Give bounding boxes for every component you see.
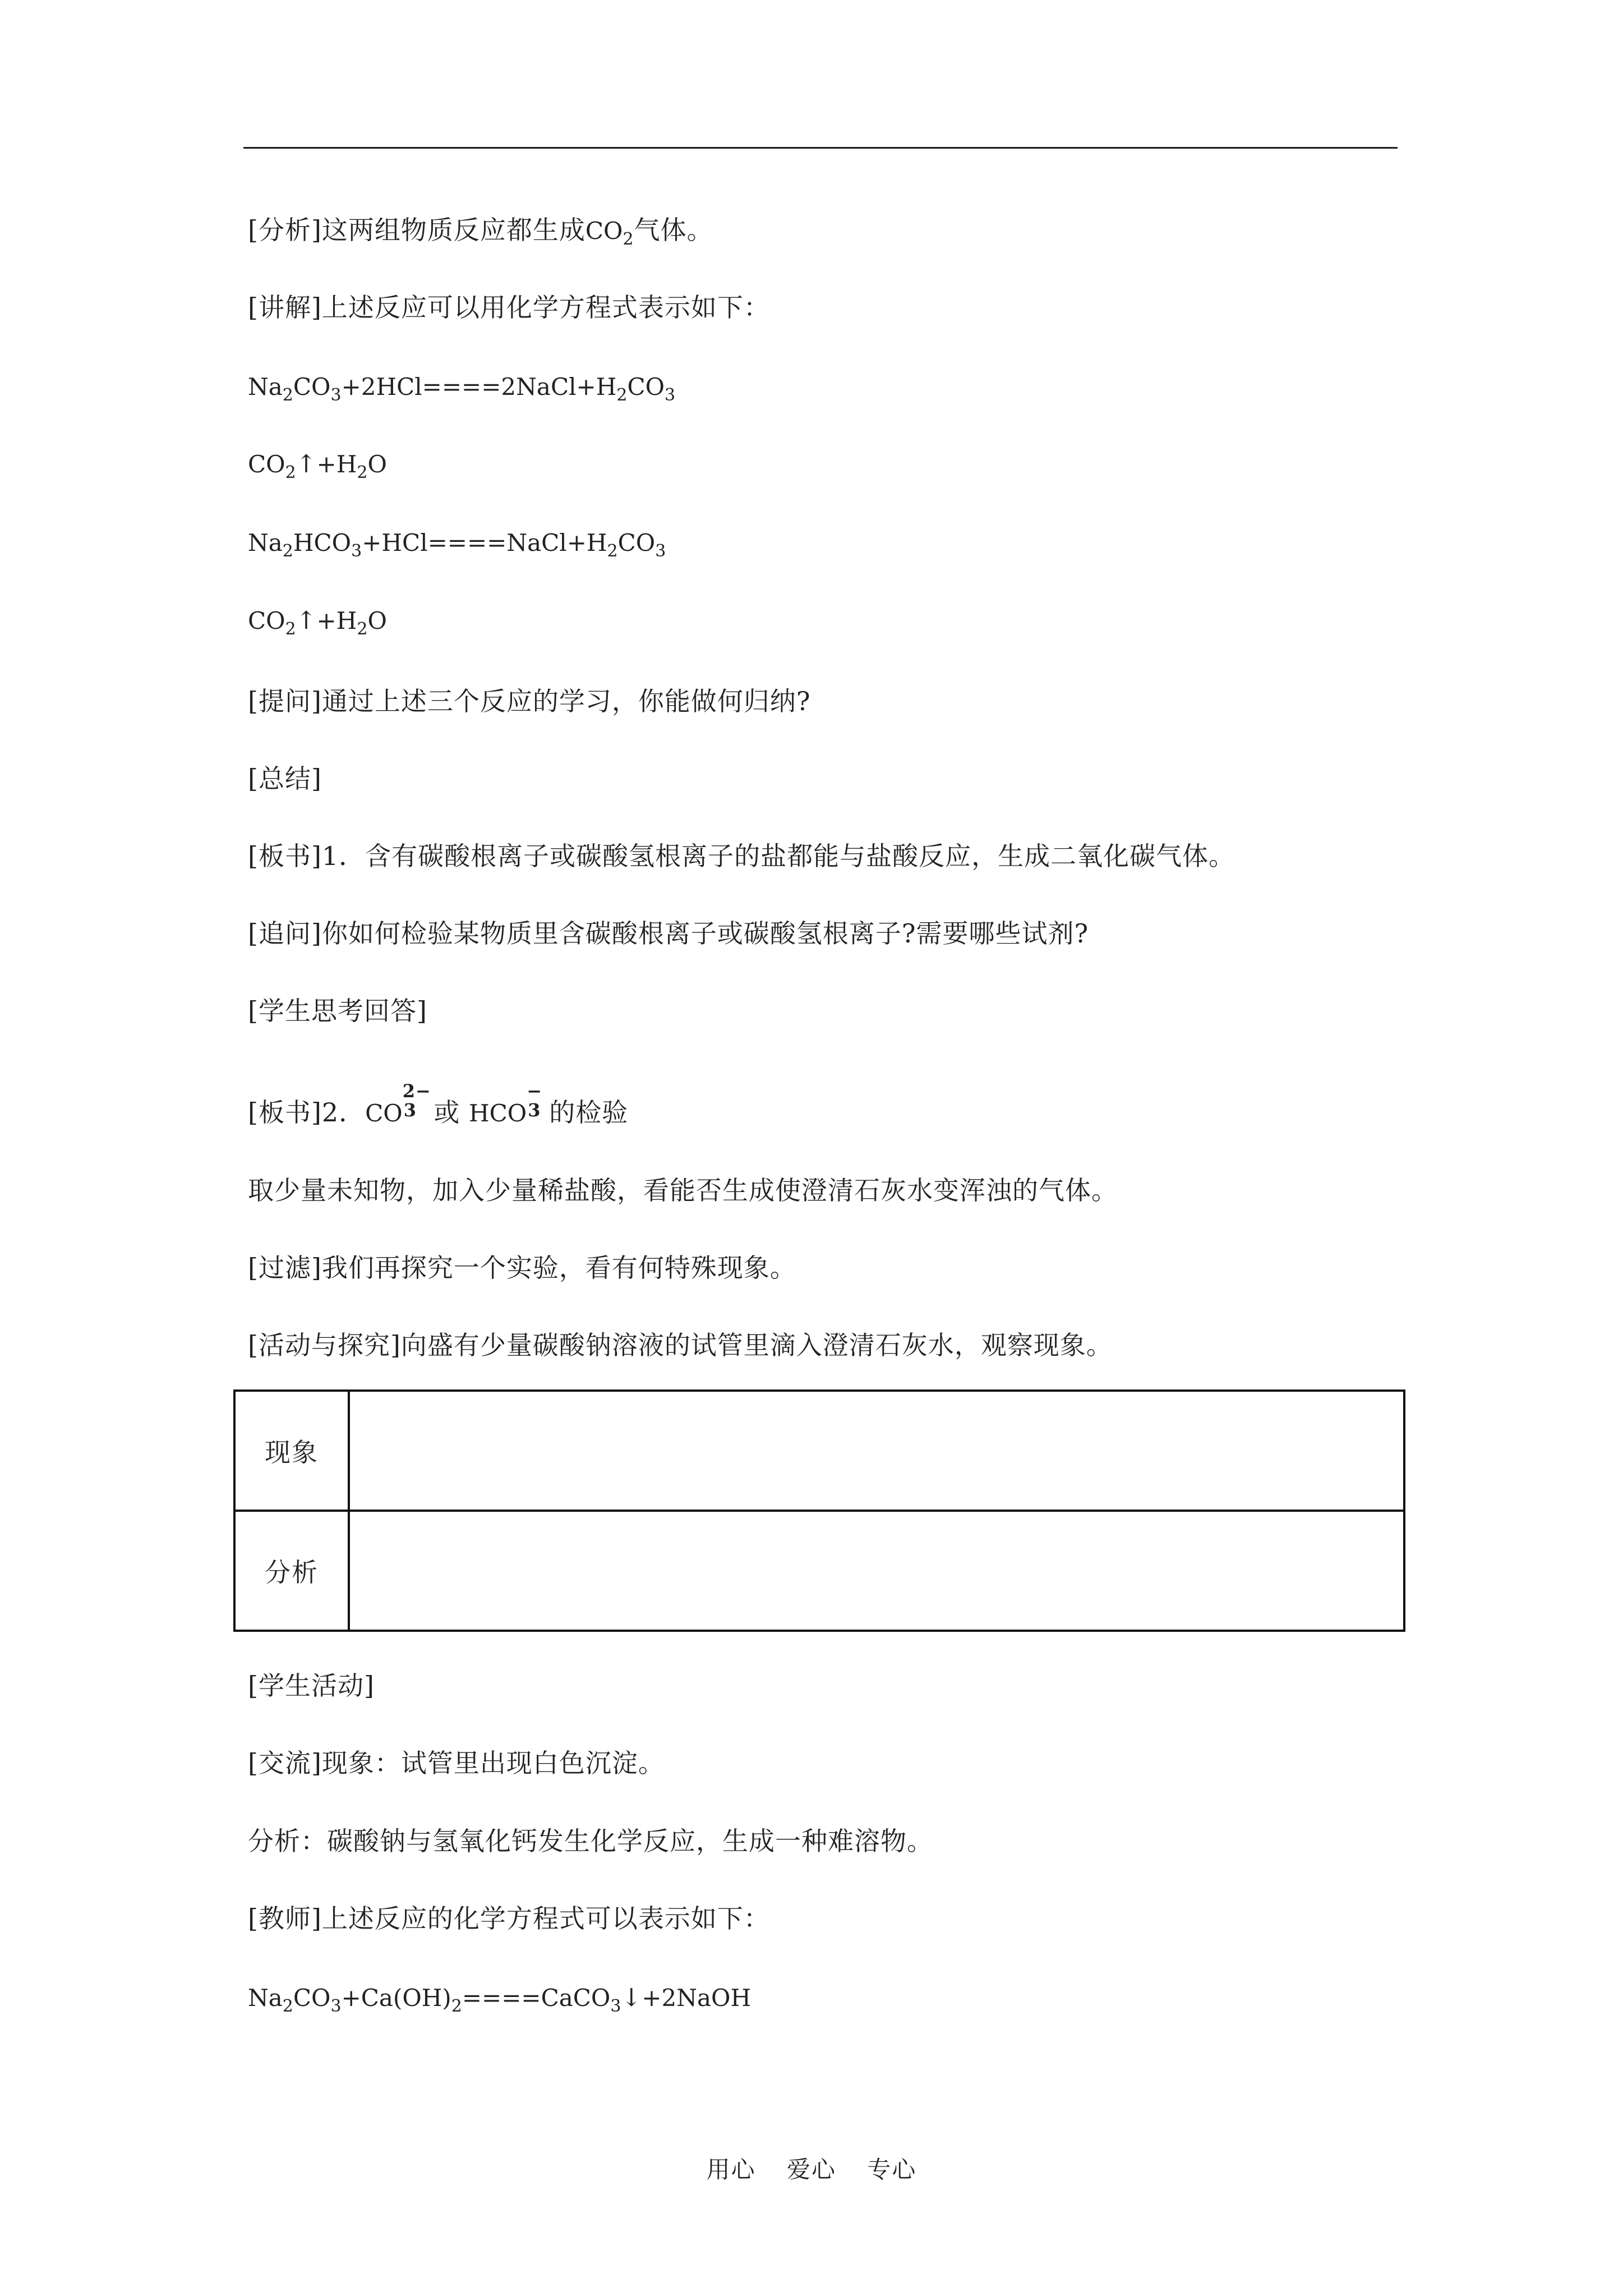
carbonate-ion: CO <box>365 1099 403 1127</box>
eq-part: +H <box>316 607 357 634</box>
subscript: 2 <box>607 541 618 561</box>
gas-arrow-icon: ↑ <box>296 450 317 478</box>
subscript: 2 <box>285 463 296 482</box>
table-label-phenomenon: 现象 <box>234 1391 349 1511</box>
subscript: 2 <box>282 385 293 405</box>
board-prefix: [板书]2． <box>248 1097 366 1128</box>
subscript: 2 <box>451 1996 462 2016</box>
summary-line: [总结] <box>248 763 322 794</box>
charge-subscript: 3 <box>403 1099 417 1121</box>
gas-arrow-icon: ↑ <box>296 606 317 635</box>
follow-up-question: [追问]你如何检验某物质里含碳酸根离子或碳酸氢根离子?需要哪些试剂? <box>248 918 1089 949</box>
eq-part: CO <box>248 607 285 634</box>
charge-superscript: − <box>527 1080 543 1102</box>
equation-1 <box>248 370 675 412</box>
transition-line: [过滤]我们再探究一个实验，看有何特殊现象。 <box>248 1253 796 1283</box>
equation-5 <box>248 1981 751 2023</box>
eq-part: O <box>367 607 387 634</box>
student-answer-line: [学生思考回答] <box>248 996 427 1026</box>
eq-part: CO <box>293 373 331 401</box>
subscript: 2 <box>282 1996 293 2016</box>
precipitate-arrow-icon: ↓ <box>621 1984 642 2012</box>
eq-part: Na <box>248 529 283 556</box>
subscript: 3 <box>330 385 342 405</box>
subscript: 3 <box>665 385 676 405</box>
charge-superscript: 2− <box>402 1080 431 1102</box>
or-word: 或 <box>434 1097 460 1128</box>
teacher-line: [教师]上述反应的化学方程式可以表示如下： <box>248 1903 770 1934</box>
subscript: 2 <box>357 463 368 482</box>
table-cell-analysis <box>349 1511 1404 1631</box>
eq-part: HCO <box>293 529 352 556</box>
eq-part: CO <box>293 1984 331 2012</box>
eq-part: CO <box>627 373 665 401</box>
subscript: 3 <box>655 541 666 561</box>
question-line: [提问]通过上述三个反应的学习，你能做何归纳? <box>248 686 811 716</box>
analysis-line <box>248 213 713 256</box>
subscript: 3 <box>351 541 362 561</box>
subscript: 2 <box>616 385 628 405</box>
board-line-1: [板书]1．含有碳酸根离子或碳酸氢根离子的盐都能与盐酸反应，生成二氧化碳气体。 <box>248 841 1235 871</box>
charge-subscript: 3 <box>528 1099 541 1121</box>
eq-part: +2NaOH <box>642 1984 751 2012</box>
co2-formula: CO <box>585 217 623 245</box>
page-footer: 用心 爱心 专心 <box>706 2156 917 2183</box>
subscript: 3 <box>330 1996 342 2016</box>
test-method-line: 取少量未知物，加入少量稀盐酸，看能否生成使澄清石灰水变浑浊的气体。 <box>248 1175 1118 1205</box>
eq-part: +H <box>316 450 357 478</box>
eq-part: +Ca(OH) <box>341 1984 451 2012</box>
board-suffix: 的检验 <box>549 1097 629 1128</box>
table-label-analysis: 分析 <box>234 1511 349 1631</box>
analysis-text: [分析]这两组物质反应都生成 <box>248 215 585 245</box>
subscript: 2 <box>282 541 293 561</box>
eq-part: CO <box>617 529 656 556</box>
analysis-text-end: 气体。 <box>634 215 713 245</box>
subscript: 3 <box>610 1996 621 2016</box>
eq-part: Na <box>248 373 283 401</box>
bicarbonate-charge <box>527 1080 549 1129</box>
exchange-line: [交流]现象：试管里出现白色沉淀。 <box>248 1748 665 1778</box>
board-line-2 <box>248 1080 629 1130</box>
explanation-line: [讲解]上述反应可以用化学方程式表示如下： <box>248 292 770 323</box>
analysis-line-2: 分析：碳酸钠与氢氧化钙发生化学反应，生成一种难溶物。 <box>248 1826 933 1856</box>
carbonate-charge <box>402 1080 431 1129</box>
observation-table <box>233 1389 1405 1632</box>
eq-part: ====CaCO <box>462 1984 611 2012</box>
eq-part: Na <box>248 1984 283 2012</box>
table-cell-phenomenon <box>349 1391 1404 1511</box>
eq-part: O <box>367 450 387 478</box>
header-rule <box>243 147 1398 149</box>
subscript: 2 <box>357 619 368 639</box>
equation-3 <box>248 526 666 568</box>
subscript: 2 <box>623 229 634 249</box>
activity-line: [活动与探究]向盛有少量碳酸钠溶液的试管里滴入澄清石灰水，观察现象。 <box>248 1330 1113 1360</box>
bicarbonate-ion: HCO <box>469 1099 527 1127</box>
student-activity-line: [学生活动] <box>248 1671 375 1701</box>
subscript: 2 <box>285 619 296 639</box>
eq-part: +2HCl====2NaCl+H <box>341 373 617 401</box>
equation-4 <box>248 604 387 646</box>
equation-2 <box>248 448 387 490</box>
eq-part: CO <box>248 450 285 478</box>
table-row <box>234 1391 1404 1511</box>
table-row <box>234 1511 1404 1631</box>
eq-part: +HCl====NaCl+H <box>362 529 607 556</box>
